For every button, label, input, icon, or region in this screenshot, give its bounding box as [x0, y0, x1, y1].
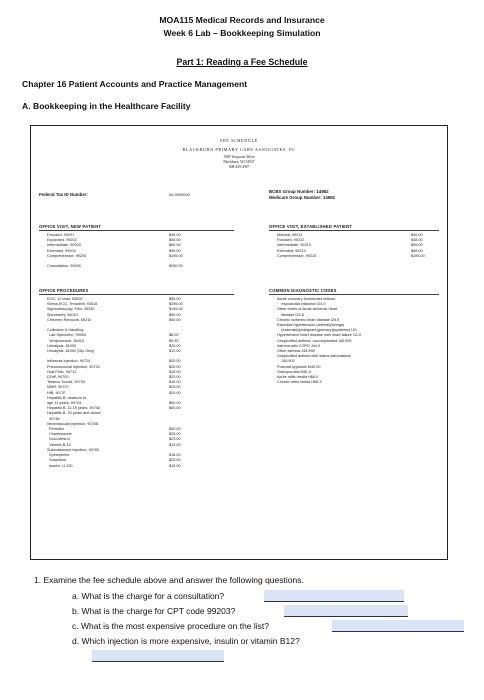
practice-address-1: 1990 Turquoise Drive: [223, 155, 255, 159]
question-b: b. What is the charge for CPT code 99203?: [72, 606, 236, 616]
answer-c-field[interactable]: [332, 620, 464, 632]
established-patient-fees: $40.00 $48.00 $55.00 $65.00 $195.00: [411, 233, 425, 258]
practice-name: BLACKBURN PRIMARY CARE ASSOCIATES, PC: [182, 147, 296, 152]
answer-a-field[interactable]: [264, 590, 404, 602]
procedure-codes: ECG, 12 lead, 93000 Stress ECG, Treadmill, 93015 Sigmoidoscopy, Flex; 45330 Spirometry, 94010 Cerumen Removal, 69210 Collection & Handling Lab Specimen, 99000 Venipuncture, 36415 Urinalysis, 81000 Urinalysis, 81002 (Dip Only) Influenza Injection, 90724 Pneumococcal Injection, 90732 Oral Polio, 90712 DTaP, 90700 Tetanus Toxoid, 90703 MMR, 90707 HIB, 90737 Hepatitis B, newborn to age 11 years, 90744 Hepatitis B, 11-19 years, 90745 Hepatitis B, 20 years and above 90746 Intramuscular Injection, 90788 Penicillin Cephtriaxone Solu-Medrol Vitamin B-12 Subcutaneous Injection, 90782 Epinephrine Susphrine Insulin, U-100: [47, 297, 101, 468]
federal-tax-label: Federal Tax ID Number:: [39, 192, 88, 197]
practice-phone: 608-439-4987: [228, 165, 250, 169]
new-patient-codes: Focused, 99201 Expanded, 99202 Intermediate, 99203 Extended, 99204 Comprehensive, 99205 Consultation, 99245: [47, 233, 87, 269]
chapter-heading: Chapter 16 Patient Accounts and Practice Management: [22, 79, 248, 89]
question-a: a. What is the charge for a consultation?: [72, 591, 225, 601]
established-patient-codes: Minimal, 99211 Focused, 99212 Intermediate, 99213 Extended, 99214 Comprehensive, 99215: [277, 233, 317, 258]
lab-title: Week 6 Lab – Bookkeeping Simulation: [163, 28, 321, 38]
new-patient-heading: OFFICE VISIT, NEW PATIENT: [39, 224, 102, 229]
divider: [39, 230, 234, 231]
procedure-fees: $55.00 $295.00 $145.00 $50.00 $40.00 $8.00 $9.90 $20.00 $12.00 $20.00 $20.00 $15.00 $20.00 $15.00 $25.00 $20.00 $60.00 $60.00 $30.00 $25.00 $23.00 $13.00 $18.00 $25.00 $15.00: [169, 297, 183, 468]
fee-schedule-title: FEE SCHEDULE: [220, 138, 258, 143]
divider: [39, 294, 234, 295]
part-title: Part 1: Reading a Fee Schedule: [176, 57, 308, 67]
procedures-heading: OFFICE PROCEDURES: [39, 288, 89, 293]
fee-schedule-image: [30, 125, 448, 560]
diagnostic-codes-list: Acute coronary thrombosis without myocardial infarction I24.0 Other forms of acute ischemic heart disease I24.8 Chronic ischemic heart disease I25.9 Essential hypertension (arterial)(benign) (essential)(malignant)(primary)(systemic) I10 Hypertensive heart disease with heart failure I11.0 Unspecified asthma, uncomplicated J45.909 Asthma with COPD J44.9 Other asthma J45.998 Unspecified asthma with status asthmaticus J45.902 Postural kyphosis M40.00 Osteoporosis M81.0 Acute otitis media H66.0 Chronic otitis media H66.3: [277, 297, 362, 385]
answer-b-field[interactable]: [284, 605, 408, 617]
practice-address-2: Blackburn, WI 54937: [223, 160, 255, 164]
medicare-group-number: Medicare Group Number: 14982: [269, 195, 336, 200]
diagnostic-codes-heading: COMMON DIAGNOSTIC CODES: [269, 288, 337, 293]
question-c: c. What is the most expensive procedure on the list?: [72, 621, 270, 631]
established-patient-heading: OFFICE VISIT, ESTABLISHED PATIENT: [269, 224, 353, 229]
federal-tax-value: 00-0000000: [169, 192, 190, 197]
new-patient-fees: $45.00 $55.00 $60.00 $95.00 $195.00 $250.00: [169, 233, 183, 269]
divider: [269, 294, 439, 295]
answer-d-field[interactable]: [92, 650, 224, 662]
question-1: 1. Examine the fee schedule above and answer the following questions.: [34, 575, 304, 585]
section-heading: A. Bookkeeping in the Healthcare Facility: [22, 101, 191, 111]
bcbs-group-number: BCBS Group Number: 14982: [269, 189, 329, 194]
divider: [269, 230, 439, 231]
course-title: MOA115 Medical Records and Insurance: [159, 15, 325, 25]
question-d: d. Which injection is more expensive, insulin or vitamin B12?: [72, 636, 300, 646]
